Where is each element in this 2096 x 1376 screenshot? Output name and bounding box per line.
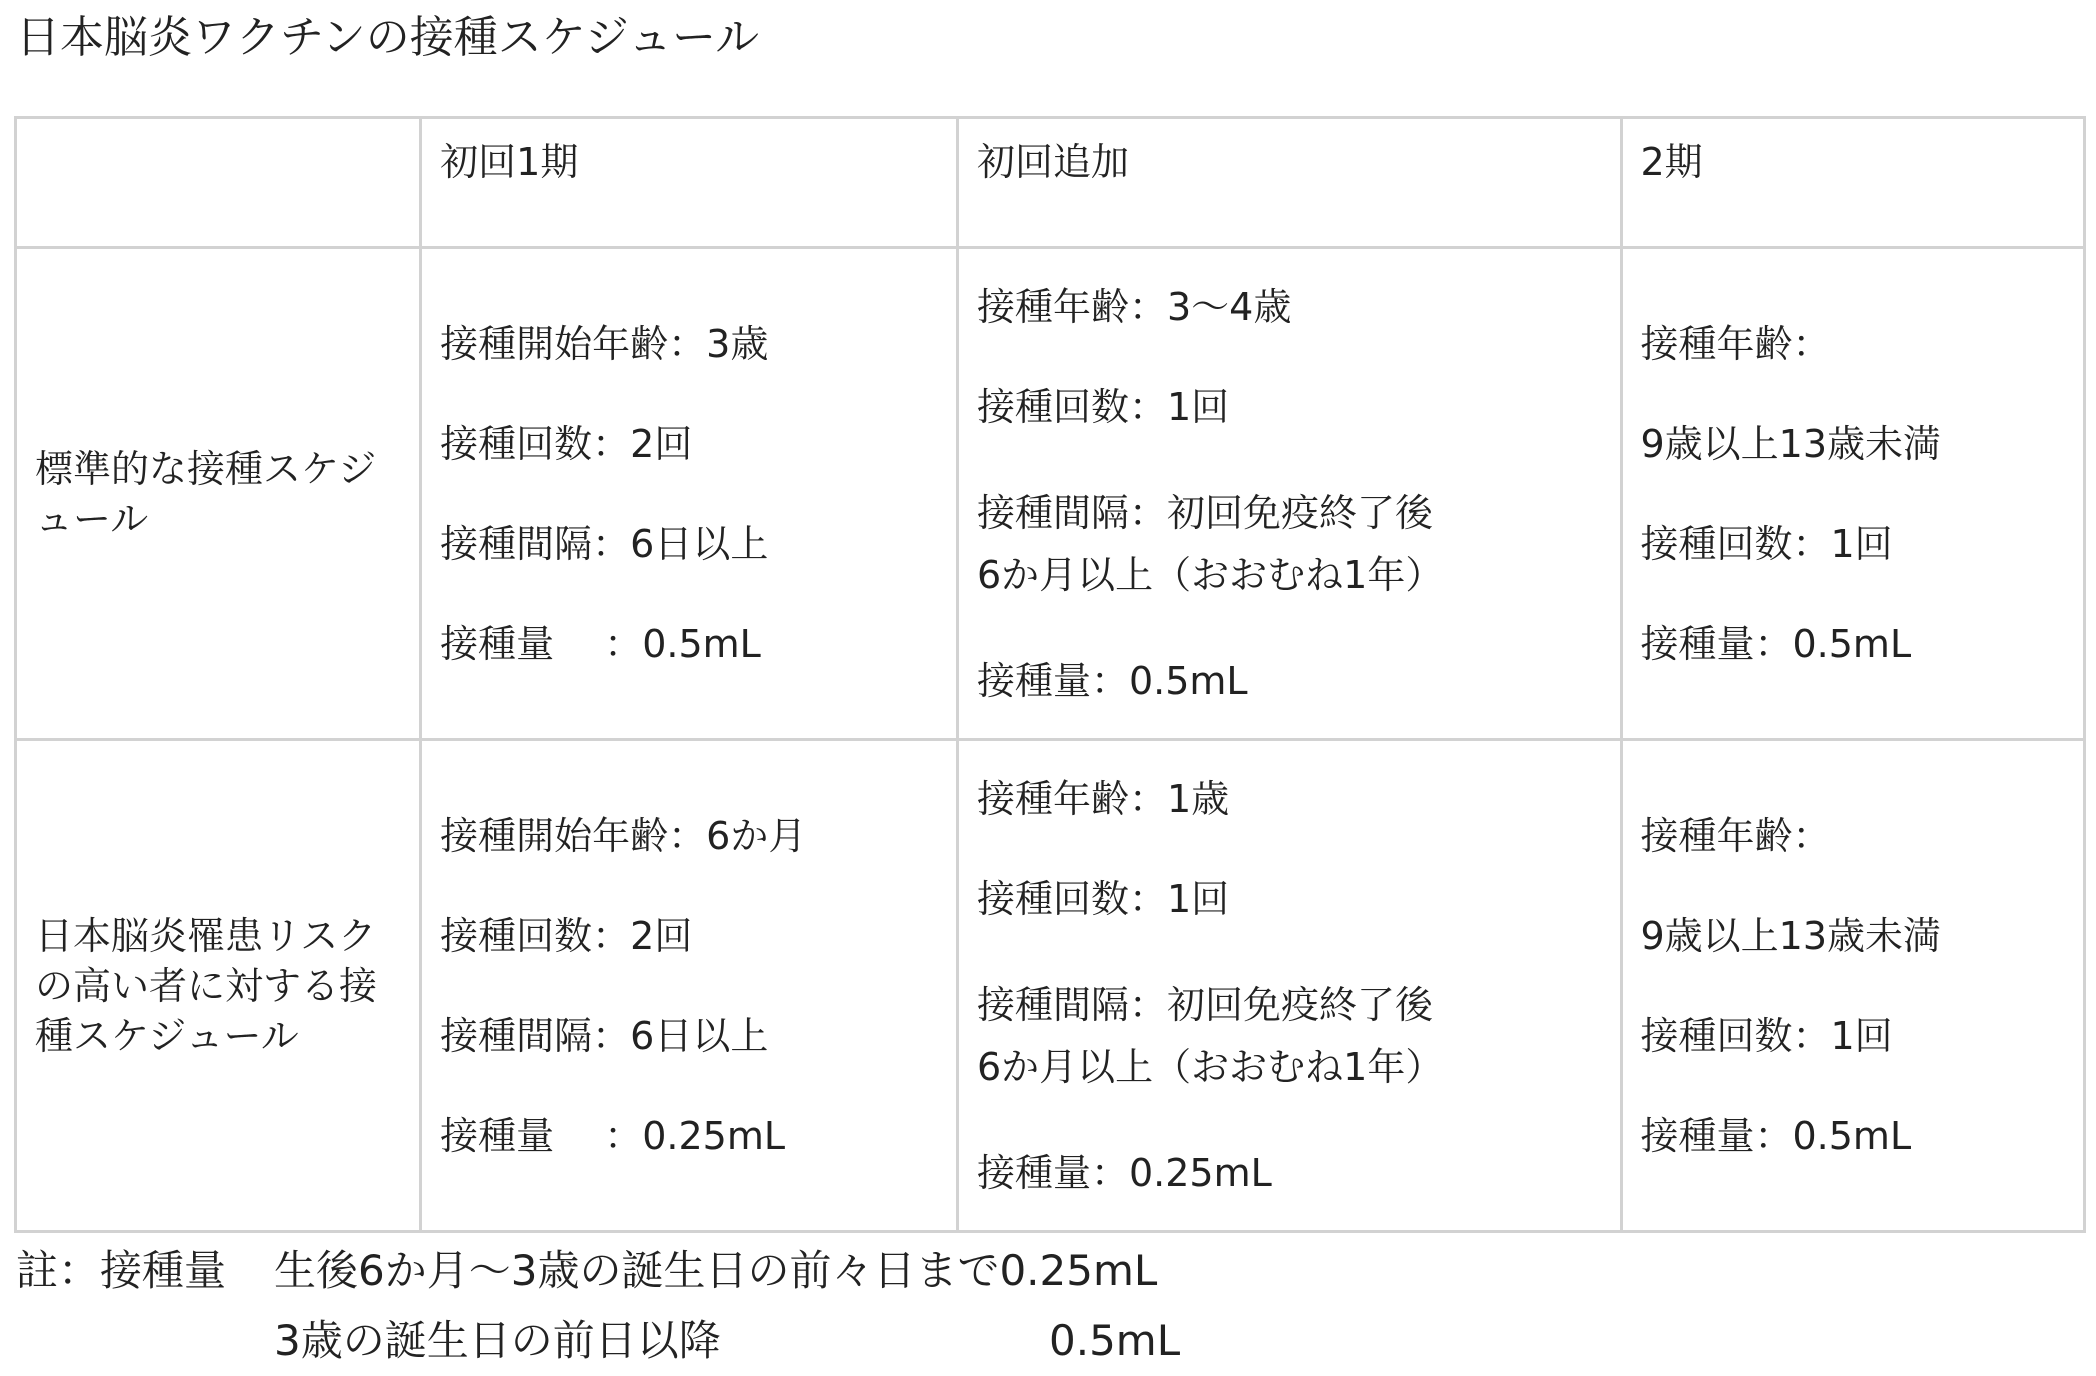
cell-line: 接種量 ：0.25mL — [440, 1113, 786, 1158]
header-cell-empty — [16, 118, 421, 248]
cell-high-risk-phase2 — [1621, 740, 2085, 1232]
cell-high-risk-booster — [957, 740, 1621, 1232]
cell-line: 接種量 ：0.5mL — [440, 621, 761, 666]
row-label-line: 日本脳炎罹患リスク — [35, 913, 377, 958]
cell-line: 接種量：0.5mL — [976, 658, 1248, 703]
cell-line: 接種間隔：6日以上 — [440, 521, 769, 566]
cell-line: 接種間隔：6日以上 — [440, 1013, 769, 1058]
cell-line: 接種回数：2回 — [440, 421, 693, 466]
row-label-line: 種スケジュール — [35, 1013, 299, 1058]
cell-line: 接種量：0.5mL — [1640, 1113, 1912, 1158]
footnote-text-1: 生後6か月～3歳の誕生日の前々日まで0.25mL — [274, 1246, 1158, 1295]
cell-line: 接種回数：1回 — [1640, 1013, 1893, 1058]
schedule-table — [14, 116, 2086, 1233]
cell-line: 接種年齢： — [1640, 813, 1831, 858]
cell-line: 接種年齢：3～4歳 — [976, 284, 1292, 329]
cell-line: 接種回数：1回 — [976, 876, 1230, 921]
cell-line-interval: 接種間隔：初回免疫終了後 6か月以上（おおむね1年） — [976, 982, 1444, 1089]
row-label-high-risk — [16, 740, 421, 1232]
row-label-line: 標準的な接種スケジ — [35, 446, 377, 491]
cell-line: 接種年齢： — [1640, 321, 1831, 366]
page-title: 日本脳炎ワクチンの接種スケジュール — [16, 12, 760, 63]
footnote-value-2: 0.5mL — [1049, 1316, 1181, 1365]
cell-standard-booster — [957, 248, 1621, 740]
row-label-line: ュール — [35, 496, 149, 541]
cell-line: 接種回数：1回 — [976, 384, 1230, 429]
cell-line: 接種開始年齢：6か月 — [440, 813, 807, 858]
header-cell-initial-phase1: 初回1期 — [421, 118, 958, 248]
cell-line: 9歳以上13歳未満 — [1640, 913, 1942, 958]
footnote-text-2: 3歳の誕生日の前日以降 — [274, 1316, 721, 1365]
cell-line-interval: 接種間隔：初回免疫終了後 6か月以上（おおむね1年） — [976, 490, 1444, 597]
cell-line: 接種回数：2回 — [440, 913, 693, 958]
cell-line: 接種年齢：1歳 — [976, 776, 1230, 821]
table-row-high-risk — [16, 740, 2085, 1232]
cell-line: 9歳以上13歳未満 — [1640, 421, 1942, 466]
cell-line: 接種開始年齢：3歳 — [440, 321, 769, 366]
cell-line: 接種量：0.25mL — [976, 1150, 1272, 1195]
table-header-row — [16, 118, 2085, 248]
cell-standard-phase2 — [1621, 248, 2085, 740]
table-row-standard — [16, 248, 2085, 740]
row-label-standard — [16, 248, 421, 740]
row-label-line: の高い者に対する接 — [35, 963, 378, 1008]
cell-line: 接種量：0.5mL — [1640, 621, 1912, 666]
header-cell-phase2: 2期 — [1621, 118, 2085, 248]
cell-high-risk-phase1 — [421, 740, 958, 1232]
cell-line: 接種回数：1回 — [1640, 521, 1893, 566]
header-cell-initial-booster: 初回追加 — [957, 118, 1621, 248]
footnote-prefix: 註：接種量 — [16, 1246, 227, 1295]
cell-standard-phase1 — [421, 248, 958, 740]
